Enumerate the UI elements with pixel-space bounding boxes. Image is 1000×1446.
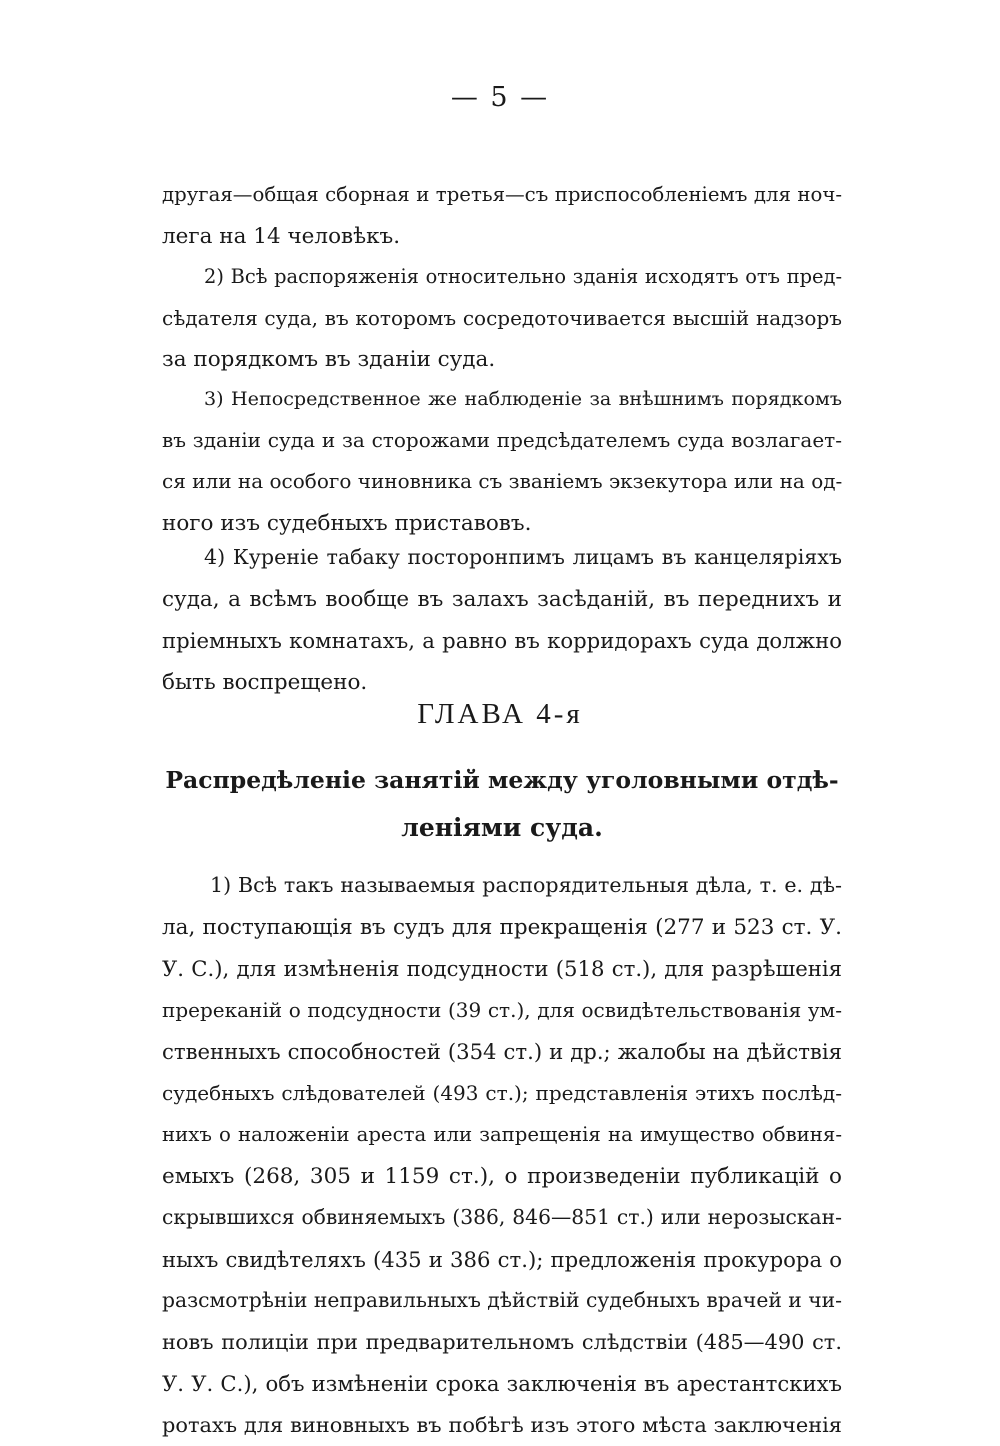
section-title-line: Распредѣленiе занятiй между уголовными отдѣ-	[162, 756, 842, 804]
text-line: У. У. С.), объ измѣненiи срока заключенiя въ арестантскихъ	[162, 1363, 842, 1405]
paragraph-4	[162, 537, 842, 703]
text-line: У. С.), для измѣненiя подсудности (518 ст.), для разрѣшенiя	[162, 948, 842, 990]
text-line: другая—общая сборная и третья—съ приспособленiемъ для ноч-	[162, 174, 842, 216]
text-line: ротахъ для виновныхъ въ побѣгѣ изъ этого мѣста заключенiя	[162, 1405, 842, 1446]
text-line: 2) Всѣ распоряженiя относительно зданiя исходятъ отъ пред-	[162, 256, 842, 298]
text-line: ственныхъ способностей (354 ст.) и др.; жалобы на дѣйствiя	[162, 1031, 842, 1073]
text-line: разсмотрѣнiи неправильныхъ дѣйствiй судебныхъ врачей и чи-	[162, 1280, 842, 1322]
text-line: нихъ о наложенiи ареста или запрещенiя на имущество обвиня-	[162, 1114, 842, 1156]
paragraph-2	[162, 256, 842, 381]
text-line: емыхъ (268, 305 и 1159 ст.), о произведенiи публикацiй о	[162, 1156, 842, 1198]
text-line: 4) Куренiе табаку посторонпимъ лицамъ въ канцелярiяхъ	[162, 537, 842, 579]
text-line: ного изъ судебныхъ приставовъ.	[162, 503, 842, 545]
text-line: суда, а всѣмъ вообще въ залахъ засѣданiй, въ переднихъ и	[162, 579, 842, 621]
text-line: сѣдателя суда, въ которомъ сосредоточивается высшiй надзоръ	[162, 298, 842, 340]
text-line: 3) Непосредственное же наблюденiе за внѣшнимъ порядкомъ	[162, 378, 842, 420]
text-line: 1) Всѣ такъ называемыя распорядительныя дѣла, т. е. дѣ-	[162, 865, 842, 907]
text-line: судебныхъ слѣдователей (493 ст.); представленiя этихъ послѣд-	[162, 1073, 842, 1115]
text-line: быть воспрещено.	[162, 662, 842, 704]
text-line: ла, поступающiя въ судъ для прекращенiя (277 и 523 ст. У.	[162, 907, 842, 949]
text-line: новъ полицiи при предварительномъ слѣдствiи (485—490 ст.	[162, 1322, 842, 1364]
paragraph-continuation	[162, 174, 842, 257]
text-line: пререканiй о подсудности (39 ст.), для освидѣтельствованiя ум-	[162, 990, 842, 1032]
text-line: ся или на особого чиновника съ званiемъ экзекутора или на од-	[162, 461, 842, 503]
text-line: прiемныхъ комнатахъ, а равно въ корридорахъ суда должно	[162, 620, 842, 662]
text-line: за порядкомъ въ зданiи суда.	[162, 339, 842, 381]
text-line: ныхъ свидѣтеляхъ (435 и 386 ст.); предложенiя прокурора о	[162, 1239, 842, 1281]
chapter-heading: ГЛАВА 4-я	[0, 698, 1000, 731]
text-line: въ зданiи суда и за сторожами предсѣдателемъ суда возлагает-	[162, 420, 842, 462]
page-number: — 5 —	[0, 82, 1000, 113]
paragraph-5	[162, 865, 842, 1446]
section-title	[162, 756, 842, 852]
text-line: лега на 14 человѣкъ.	[162, 216, 842, 258]
paragraph-3	[162, 378, 842, 544]
text-line: скрывшихся обвиняемыхъ (386, 846—851 ст.) или нерозыскан-	[162, 1197, 842, 1239]
section-title-line: ленiями суда.	[162, 804, 842, 852]
